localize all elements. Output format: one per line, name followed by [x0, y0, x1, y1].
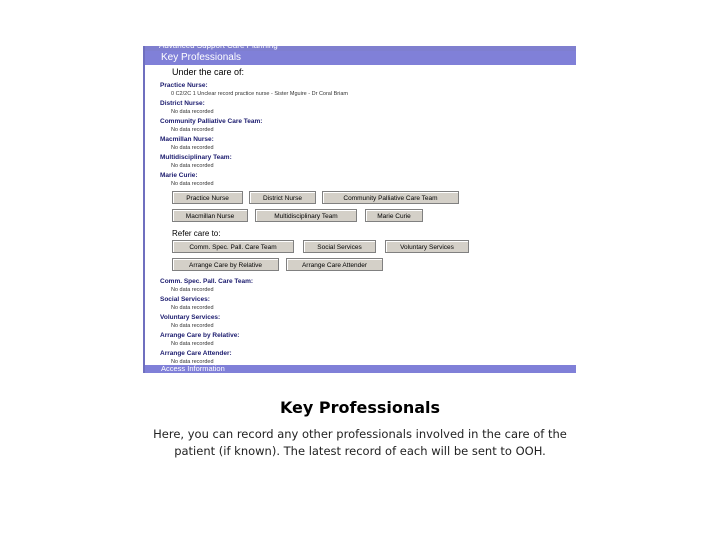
district-nurse-button[interactable]: District Nurse [249, 191, 316, 204]
care-role-value: No data recorded [171, 127, 214, 133]
caption-body [140, 426, 580, 460]
app-screenshot [143, 41, 576, 373]
care-role-value: No data recorded [171, 181, 214, 187]
marie-curie-button[interactable]: Marie Curie [365, 209, 423, 222]
refer-role-value: No data recorded [171, 359, 214, 365]
comm-spec-pall-care-team-button[interactable]: Comm. Spec. Pall. Care Team [172, 240, 294, 253]
refer-entry [160, 331, 253, 349]
refer-role-value: No data recorded [171, 341, 214, 347]
next-section-label: Access Information [161, 364, 225, 373]
under-care-label: Under the care of: [172, 67, 245, 77]
multidisciplinary-team-button[interactable]: Multidisciplinary Team [255, 209, 357, 222]
care-role-label: Practice Nurse: [160, 82, 208, 89]
care-entry [160, 171, 348, 189]
practice-nurse-button[interactable]: Practice Nurse [172, 191, 243, 204]
refer-role-label: Arrange Care Attender: [160, 350, 232, 357]
section-header: Key Professionals [145, 51, 576, 65]
refer-role-label: Voluntary Services: [160, 314, 221, 321]
macmillan-nurse-button[interactable]: Macmillan Nurse [172, 209, 248, 222]
care-entry [160, 99, 348, 117]
care-role-value: 0 C2/2C 1 Unclear record practice nurse - Sister Mguire - Dr Coral Briam [171, 91, 348, 97]
care-entry [160, 117, 348, 135]
care-role-label: District Nurse: [160, 100, 205, 107]
care-role-label: Multidisciplinary Team: [160, 154, 232, 161]
refer-role-label: Arrange Care by Relative: [160, 332, 240, 339]
care-entry [160, 153, 348, 171]
arrange-care-attender-button[interactable]: Arrange Care Attender [286, 258, 383, 271]
refer-role-label: Social Services: [160, 296, 210, 303]
social-services-button[interactable]: Social Services [303, 240, 376, 253]
arrange-care-by-relative-button[interactable]: Arrange Care by Relative [172, 258, 279, 271]
refer-entry [160, 277, 253, 295]
caption-line: patient (if known). The latest record of each will be sent to OOH. [174, 444, 546, 458]
care-role-value: No data recorded [171, 163, 214, 169]
care-role-value: No data recorded [171, 145, 214, 151]
refer-entry [160, 313, 253, 331]
care-entry [160, 135, 348, 153]
refer-role-label: Comm. Spec. Pall. Care Team: [160, 278, 254, 285]
top-section-label: Advanced Support Care Planning [159, 41, 278, 50]
refer-care-label: Refer care to: [172, 229, 221, 238]
care-entry [160, 81, 348, 99]
care-role-value: No data recorded [171, 109, 214, 115]
refer-entry [160, 295, 253, 313]
refer-role-value: No data recorded [171, 305, 214, 311]
next-section-bar [145, 365, 576, 373]
care-role-label: Community Palliative Care Team: [160, 118, 263, 125]
community-palliative-care-team-button[interactable]: Community Palliative Care Team [322, 191, 459, 204]
care-role-label: Macmillan Nurse: [160, 136, 214, 143]
caption-title: Key Professionals [279, 398, 441, 417]
care-list [160, 81, 348, 189]
refer-list [160, 277, 253, 367]
refer-role-value: No data recorded [171, 287, 214, 293]
refer-role-value: No data recorded [171, 323, 214, 329]
voluntary-services-button[interactable]: Voluntary Services [385, 240, 469, 253]
care-role-label: Marie Curie: [160, 172, 198, 179]
caption-line: Here, you can record any other professionals involved in the care of the [153, 427, 567, 441]
